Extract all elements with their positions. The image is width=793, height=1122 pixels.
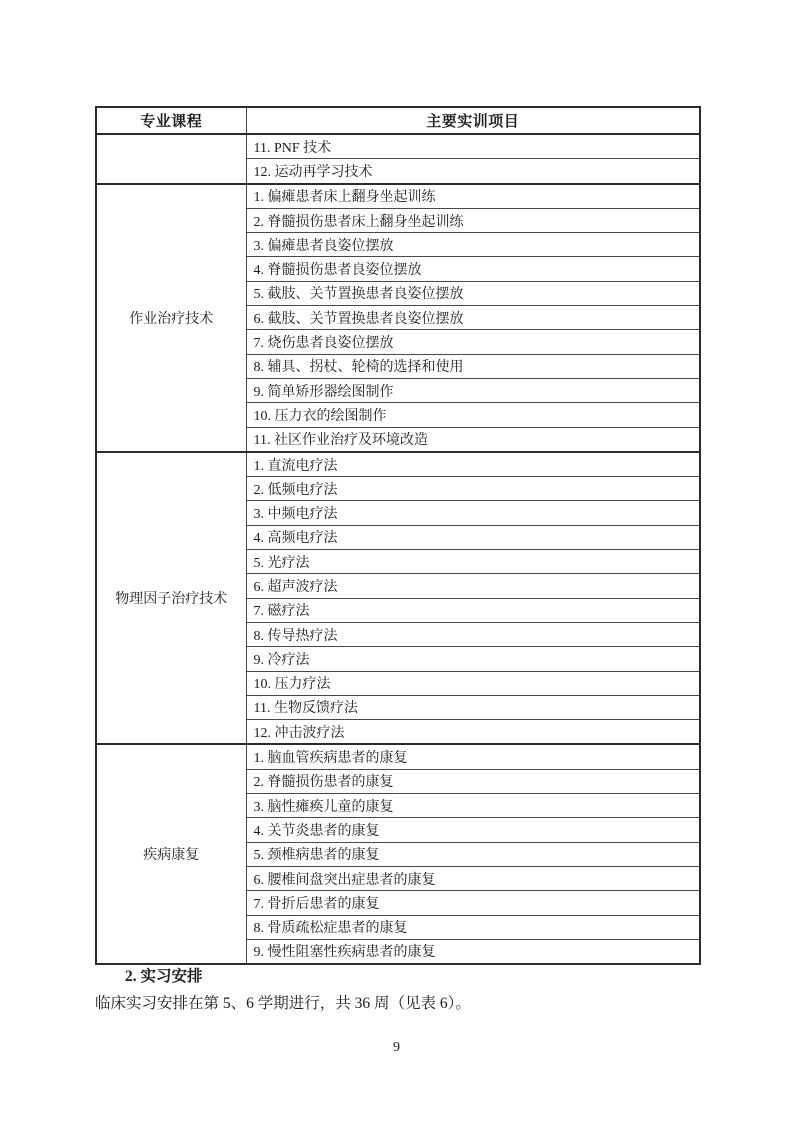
column-header-course: 专业课程 [96,107,246,134]
training-item-cell: 1. 偏瘫患者床上翻身坐起训练 [246,184,700,209]
table-row [96,744,700,769]
training-item-cell: 8. 传导热疗法 [246,622,700,646]
training-item-cell: 11. 生物反馈疗法 [246,695,700,719]
training-item-cell: 1. 直流电疗法 [246,452,700,477]
course-name-cell: 物理因子治疗技术 [96,452,246,745]
page-number: 9 [393,1040,400,1055]
training-item-cell: 6. 超声波疗法 [246,574,700,598]
training-item-cell: 9. 慢性阻塞性疾病患者的康复 [246,939,700,964]
training-item-cell: 4. 关节炎患者的康复 [246,818,700,842]
course-name-cell: 疾病康复 [96,744,246,964]
training-item-cell: 2. 低频电疗法 [246,477,700,501]
table-row [96,134,700,159]
training-item-cell: 6. 腰椎间盘突出症患者的康复 [246,866,700,890]
training-item-cell: 12. 运动再学习技术 [246,159,700,184]
footer-block [95,966,705,1015]
training-item-cell: 5. 光疗法 [246,550,700,574]
training-item-cell: 3. 偏瘫患者良姿位摆放 [246,233,700,257]
section-heading: 2. 实习安排 [125,968,203,985]
training-item-cell: 8. 辅具、拐杖、轮椅的选择和使用 [246,354,700,378]
training-item-cell: 3. 脑性瘫痪儿童的康复 [246,794,700,818]
table-row [96,452,700,477]
training-item-cell: 10. 压力衣的绘图制作 [246,403,700,427]
training-table-body [96,134,700,964]
training-item-cell: 12. 冲击波疗法 [246,720,700,745]
training-item-cell: 8. 骨质疏松症患者的康复 [246,915,700,939]
training-item-cell: 5. 截肢、关节置换患者良姿位摆放 [246,281,700,305]
table-row [96,184,700,209]
course-name-cell [96,134,246,184]
training-projects-table [95,106,701,965]
training-item-cell: 6. 截肢、关节置换患者良姿位摆放 [246,306,700,330]
training-item-cell: 11. 社区作业治疗及环境改造 [246,427,700,452]
training-item-cell: 9. 冷疗法 [246,647,700,671]
training-item-cell: 11. PNF 技术 [246,134,700,159]
training-item-cell: 4. 高频电疗法 [246,525,700,549]
column-header-projects: 主要实训项目 [246,107,700,134]
training-item-cell: 9. 简单矫形器绘图制作 [246,378,700,402]
training-item-cell: 1. 脑血管疾病患者的康复 [246,744,700,769]
training-item-cell: 10. 压力疗法 [246,671,700,695]
table-header-row [96,107,700,134]
training-item-cell: 4. 脊髓损伤患者良姿位摆放 [246,257,700,281]
training-item-cell: 7. 烧伤患者良姿位摆放 [246,330,700,354]
training-item-cell: 5. 颈椎病患者的康复 [246,842,700,866]
training-item-cell: 2. 脊髓损伤患者的康复 [246,769,700,793]
training-item-cell: 7. 骨折后患者的康复 [246,891,700,915]
training-item-cell: 2. 脊髓损伤患者床上翻身坐起训练 [246,208,700,232]
training-item-cell: 7. 磁疗法 [246,598,700,622]
internship-paragraph: 临床实习安排在第 5、6 学期进行，共 36 周（见表 6）。 [95,995,471,1012]
course-name-cell: 作业治疗技术 [96,184,246,452]
training-item-cell: 3. 中频电疗法 [246,501,700,525]
